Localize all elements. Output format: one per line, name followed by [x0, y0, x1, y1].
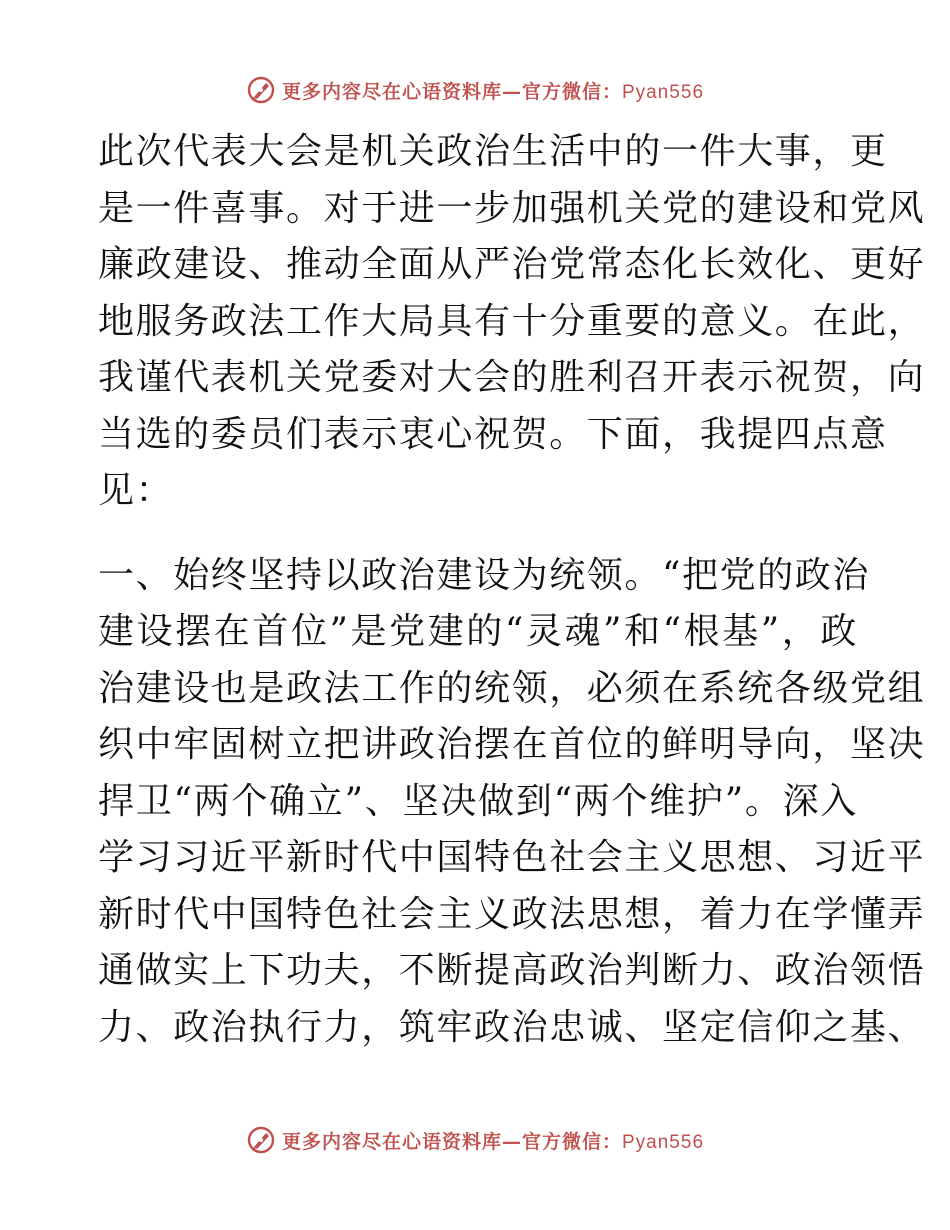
- text-line: 学习习近平新时代中国特色社会主义思想、习近平: [98, 837, 926, 878]
- watermark-text: 更多内容尽在心语资料库—官方微信：Pyan556: [281, 1130, 705, 1153]
- text-line: 我谨代表机关党委对大会的胜利召开表示祝贺，向: [98, 357, 926, 398]
- pen-logo-icon: [246, 1125, 276, 1155]
- text-line: 新时代中国特色社会主义政法思想，着力在学懂弄: [98, 893, 926, 935]
- document-body: [98, 124, 926, 1056]
- wechat-id: Pyan556: [622, 81, 705, 103]
- text-line: 通做实上下功夫，不断提高政治判断力、政治领悟: [98, 950, 926, 991]
- wechat-id: Pyan556: [622, 1131, 705, 1153]
- text-line: 建设摆在首位”是党建的“灵魂”和“根基”，政: [98, 611, 858, 652]
- header-watermark: [0, 70, 950, 110]
- paragraph-intro: [98, 124, 926, 520]
- text-line: 一、始终坚持以政治建设为统领。“把党的政治: [98, 554, 871, 596]
- text-line: 当选的委员们表示衷心祝贺。下面，我提四点意: [98, 413, 888, 455]
- text-line: 地服务政法工作大局具有十分重要的意义。在此，: [98, 300, 926, 342]
- text-line: 是一件喜事。对于进一步加强机关党的建设和党风: [98, 187, 926, 229]
- text-line: 捍卫“两个确立”、坚决做到“两个维护”。深入: [98, 780, 858, 822]
- footer-watermark: [0, 1120, 950, 1160]
- text-line: 此次代表大会是机关政治生活中的一件大事，更: [98, 131, 888, 172]
- text-line: 力、政治执行力，筑牢政治忠诚、坚定信仰之基、: [98, 1006, 926, 1048]
- pen-logo-icon: [246, 75, 276, 105]
- watermark-text: 更多内容尽在心语资料库—官方微信：Pyan556: [281, 80, 705, 103]
- text-line: 织中牢固树立把讲政治摆在首位的鲜明导向，坚决: [98, 724, 926, 765]
- text-line: 见：: [98, 470, 174, 511]
- text-line: 治建设也是政法工作的统领，必须在系统各级党组: [98, 667, 926, 709]
- text-line: 廉政建设、推动全面从严治党常态化长效化、更好: [98, 244, 926, 285]
- paragraph-point-one: [98, 548, 926, 1057]
